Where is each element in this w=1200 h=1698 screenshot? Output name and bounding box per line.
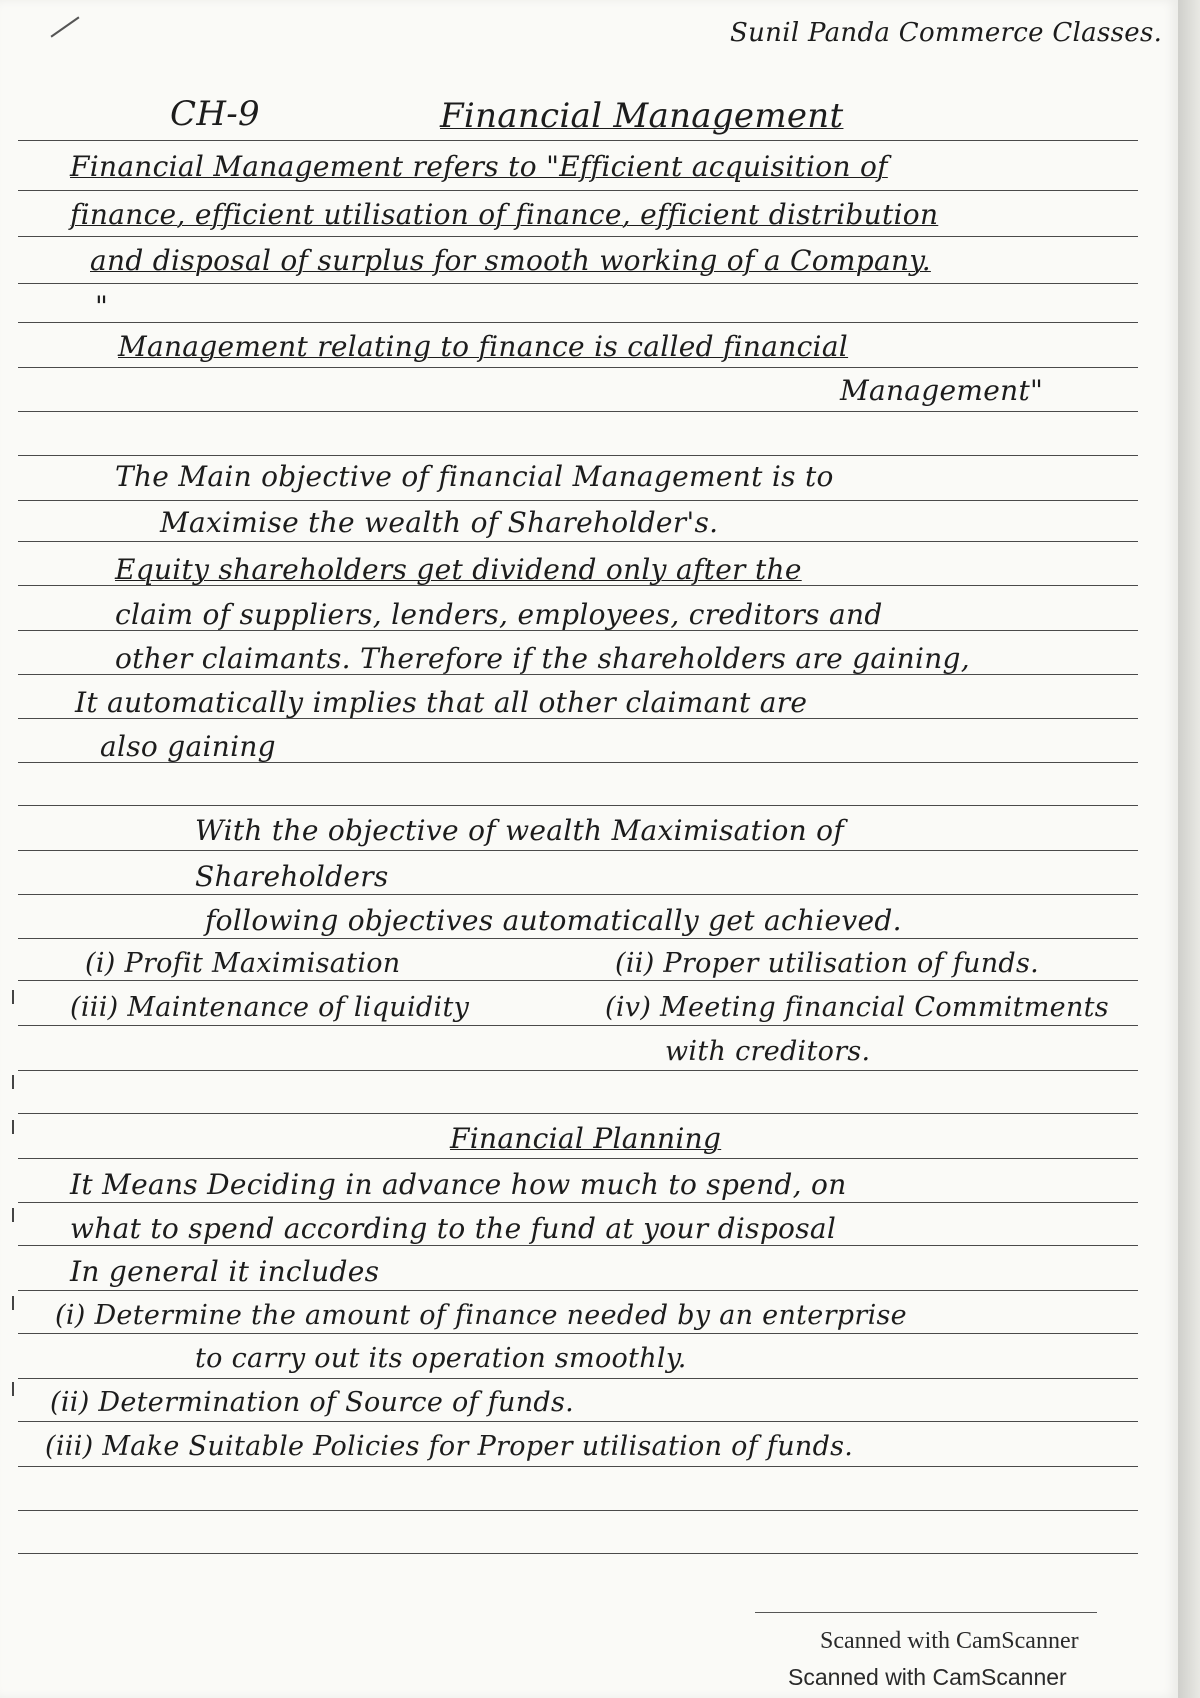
definition-line-2: finance, efficient utilisation of finance, efficient distribution xyxy=(70,198,939,231)
planning-line-3: In general it includes xyxy=(70,1255,380,1288)
quote-line-1: Management relating to finance is called financial xyxy=(118,330,849,363)
planning-line-7: (iii) Make Suitable Policies for Proper utilisation of funds. xyxy=(45,1431,854,1462)
objective-line-5: other claimants. Therefore if the shareholders are gaining, xyxy=(115,642,970,675)
scanner-watermark-2: Scanned with CamScanner xyxy=(788,1664,1067,1690)
objective-line-7: also gaining xyxy=(100,730,276,763)
objective-line-6: It automatically implies that all other claimant are xyxy=(75,686,808,719)
planning-line-2: what to spend according to the fund at your disposal xyxy=(70,1212,837,1245)
chapter-title: Financial Management xyxy=(440,96,844,136)
quote-mark: " xyxy=(95,290,109,323)
wealth-line-3: following objectives automatically get achieved. xyxy=(205,904,902,937)
planning-line-5: to carry out its operation smoothly. xyxy=(195,1343,687,1374)
wealth-line-1: With the objective of wealth Maximisation of xyxy=(195,814,844,847)
objective-item-4-cont: with creditors. xyxy=(665,1036,871,1067)
definition-line-3: and disposal of surplus for smooth working of a Company. xyxy=(90,244,931,277)
objective-line-1: The Main objective of financial Management is to xyxy=(115,460,834,493)
planning-line-4: (i) Determine the amount of finance needed by an enterprise xyxy=(55,1300,907,1331)
planning-title: Financial Planning xyxy=(450,1122,722,1155)
objective-line-4: claim of suppliers, lenders, employees, creditors and xyxy=(115,598,883,631)
planning-line-1: It Means Deciding in advance how much to spend, on xyxy=(70,1168,847,1201)
wealth-line-2: Shareholders xyxy=(195,860,389,893)
objective-item-1: (i) Profit Maximisation xyxy=(85,948,401,979)
quote-line-2: Management" xyxy=(840,374,1044,407)
definition-line-1: Financial Management refers to "Efficient acquisition of xyxy=(70,150,888,183)
objective-line-2: Maximise the wealth of Shareholder's. xyxy=(160,506,719,539)
objective-item-3: (iii) Maintenance of liquidity xyxy=(70,992,470,1023)
objective-item-4: (iv) Meeting financial Commitments xyxy=(605,992,1109,1023)
adjacent-page-edge xyxy=(1178,0,1200,1698)
objective-line-3: Equity shareholders get dividend only after the xyxy=(115,553,802,586)
footer-rule xyxy=(755,1612,1097,1613)
author-header: Sunil Panda Commerce Classes. xyxy=(730,18,1163,48)
planning-line-6: (ii) Determination of Source of funds. xyxy=(50,1387,575,1418)
scanner-watermark-1: Scanned with CamScanner xyxy=(820,1628,1079,1654)
objective-item-2: (ii) Proper utilisation of funds. xyxy=(615,948,1040,979)
chapter-number: CH-9 xyxy=(170,94,260,134)
